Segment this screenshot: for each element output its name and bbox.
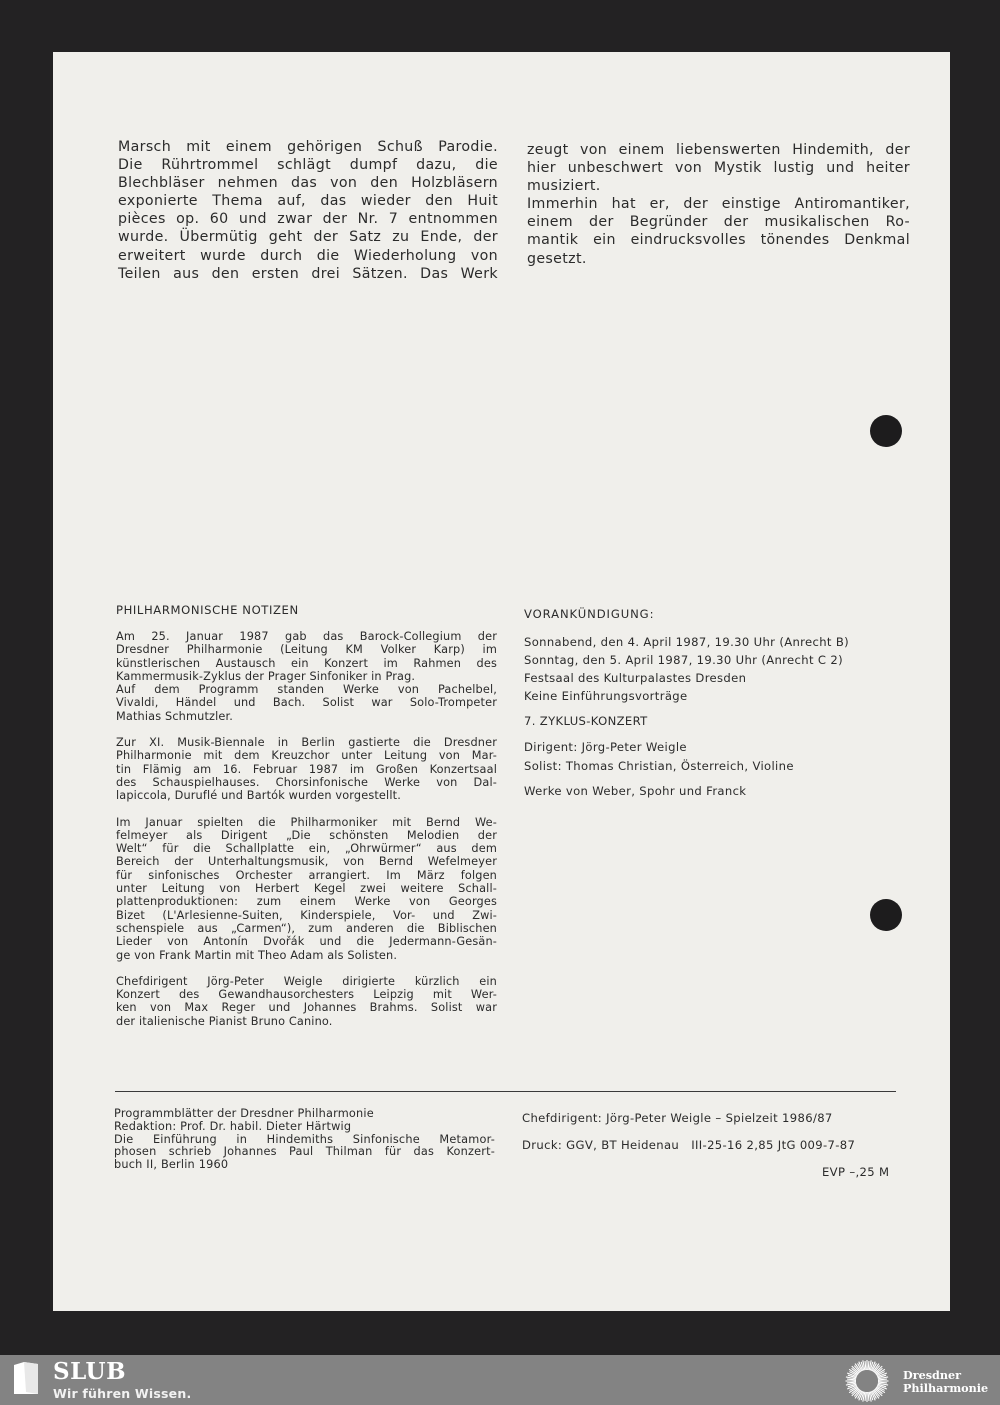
slub-logo-icon [12,1361,42,1395]
text-line: Vivaldi, Händel und Bach. Solist war Solo-Trompeter [116,696,497,710]
text-line: Marsch mit einem gehörigen Schuß Parodie. [118,139,498,155]
text-line: Auf dem Programm standen Werke von Pachelbel, [116,683,497,697]
text-line: pièces op. 60 und zwar der Nr. 7 entnommen [118,211,498,228]
concert-date: Sonntag, den 5. April 1987, 19.30 Uhr (Anrecht C 2) [524,653,843,667]
notizen-paragraph [116,816,497,962]
notizen-heading: PHILHARMONISCHE NOTIZEN [116,603,299,617]
text-line: Zur XI. Musik-Biennale in Berlin gastierte die Dresdner [116,736,497,750]
footer-chefdirigent: Chefdirigent: Jörg-Peter Weigle – Spielzeit 1986/87 [522,1111,833,1125]
text-line: tin Flämig am 16. Februar 1987 im Großen Konzertsaal [116,762,497,776]
logo-ray [865,1361,866,1370]
text-line: Mathias Schmutzler. [116,709,233,723]
text-line: zeugt von einem liebenswerten Hindemith, der [527,142,910,158]
partner-name-line: Philharmonie [903,1380,989,1395]
text-line: Bizet (L'Arlesienne-Suiten, Kinderspiele, Vor- und Zwi- [116,908,497,922]
notizen-paragraph [116,736,497,802]
logo-ray [868,1392,869,1401]
concert-title: 7. ZYKLUS-KONZERT [524,714,648,728]
intro-text-left [118,138,498,283]
text-line: einem der Begründer der musikalischen Ro- [527,214,910,231]
footer-divider [115,1091,896,1092]
logo-ray [847,1379,856,1380]
logo-ray [878,1382,887,1383]
punch-hole [870,899,902,931]
footer-credits [114,1108,495,1172]
text-line: ge von Frank Martin mit Theo Adam als Solisten. [116,948,398,962]
text-line: der italienische Pianist Bruno Canino. [116,1014,333,1028]
text-line: Konzert des Gewandhausorchesters Leipzig mit Wer- [116,988,497,1002]
text-line: mantik ein eindrucksvolles tönendes Denkmal [527,232,910,249]
text-line: Im Januar spielten die Philharmoniker mit Bernd We- [116,815,497,829]
concert-venue: Festsaal des Kulturpalastes Dresden [524,671,747,685]
text-line: ken von Max Reger und Johannes Brahms. Solist war [116,1001,497,1015]
notizen-section [116,603,497,1041]
text-line: Redaktion: Prof. Dr. habil. Dieter Härtwig [114,1119,352,1133]
text-line: plattenproduktionen: zum einem Werke von Georges [116,895,497,909]
intro-text-right [527,141,910,268]
text-line: felmeyer als Dirigent „Die schönsten Melodien der [116,828,497,842]
slub-logo-text[interactable]: SLUB [53,1358,127,1385]
text-line: lapiccola, Duruflé und Bartók wurden vorgestellt. [116,789,401,803]
text-line: erweitert wurde durch die Wiederholung von [118,247,498,264]
text-line: Dresdner Philharmonie (Leitung KM Volker Karp) im [116,643,497,657]
footer-price: EVP –,25 M [822,1165,890,1179]
logo-ray [878,1379,887,1380]
viewer-bottom-bar [0,1355,1000,1405]
text-line: Am 25. Januar 1987 gab das Barock-Collegium der [116,630,497,643]
text-line: hier unbeschwert von Mystik lustig und heiter [527,160,910,177]
text-line: unter Leitung von Herbert Kegel zwei weitere Schall- [116,882,497,896]
partner-name-line: Dresdner [903,1368,961,1382]
text-line: Teilen aus den ersten drei Sätzen. Das Werk [118,265,498,282]
concert-works: Werke von Weber, Spohr und Franck [524,784,747,798]
text-line: für sinfonisches Orchester arrangiert. Im März folgen [116,868,497,882]
text-line: Chefdirigent Jörg-Peter Weigle dirigierte kürzlich ein [116,974,497,988]
philharmonie-logo-icon [840,1359,894,1403]
slub-slogan: Wir führen Wissen. [53,1386,192,1401]
text-line: Welt“ für die Schallplatte ein, „Ohrwürmer“ aus dem [116,842,497,856]
text-line: Die Rührtrommel schlägt dumpf dazu, die [118,157,498,174]
notizen-paragraph [116,630,497,723]
logo-ray [865,1392,866,1401]
text-line: Philharmonie mit dem Kreuzchor unter Leitung von Mar- [116,749,497,763]
concert-note: Keine Einführungsvorträge [524,689,688,703]
text-line: Programmblätter der Dresdner Philharmonie [114,1107,374,1120]
text-line: Kammermusik-Zyklus der Prager Sinfoniker in Prag. [116,669,416,683]
logo-ray [868,1361,869,1370]
text-line: wurde. Übermütig geht der Satz zu Ende, der [118,229,498,246]
text-line: des Schauspielhauses. Chorsinfonische Werke von Dal- [116,775,497,789]
text-line: schenspiele aus „Carmen“), zum anderen die Biblischen [116,921,497,935]
text-line: Bereich der Unterhaltungsmusik, von Bernd Wefelmeyer [116,855,497,869]
text-line: künstlerischen Austausch ein Konzert im Rahmen des [116,656,497,670]
soloist: Solist: Thomas Christian, Österreich, Violine [524,759,794,773]
text-line: Lieder von Antonín Dvořák und die Jedermann-Gesän- [116,935,497,949]
philharmonie-logo-text[interactable] [903,1369,988,1394]
ankuendigung-heading: VORANKÜNDIGUNG: [524,607,655,621]
ankuendigung-section [524,607,904,798]
text-line: gesetzt. [527,250,587,267]
concert-date: Sonnabend, den 4. April 1987, 19.30 Uhr (Anrecht B) [524,635,850,649]
text-line: Blechbläser nehmen das von den Holzbläsern [118,175,498,192]
notizen-paragraph [116,975,497,1028]
logo-ray [847,1382,856,1383]
punch-hole [870,415,902,447]
text-line: exponierte Thema auf, das wieder den Huit [118,193,498,210]
text-line: Die Einführung in Hindemiths Sinfonische Metamor- [114,1132,495,1146]
text-line: musiziert. [527,178,601,195]
text-line: Immerhin hat er, der einstige Antiromantiker, [527,196,910,213]
text-line: buch II, Berlin 1960 [114,1158,229,1172]
text-line: phosen schrieb Johannes Paul Thilman für das Konzert- [114,1145,495,1159]
conductor: Dirigent: Jörg-Peter Weigle [524,740,687,754]
footer-druck: Druck: GGV, BT Heidenau III-25-16 2,85 JtG 009-7-87 [522,1138,856,1152]
